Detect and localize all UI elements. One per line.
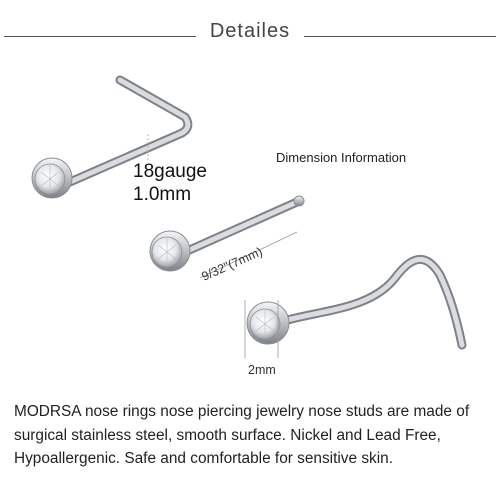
- dimension-info-label: Dimension Information: [276, 150, 407, 165]
- gauge-value: 18gauge: [133, 161, 207, 182]
- diameter-label: 2mm: [248, 363, 276, 377]
- bone-end: [294, 196, 304, 206]
- page-title: Detailes: [209, 20, 291, 42]
- length-label: 9/32"(7mm): [199, 244, 265, 284]
- product-description: MODRSA nose rings nose piercing jewelry nose studs are made of surgical stainless steel, smooth surface. Nickel and Lead Free, Hypoallergenic. Safe and comfortable for sensitive skin.: [14, 403, 470, 467]
- screw-nose-stud: [245, 259, 462, 358]
- thickness-value: 1.0mm: [133, 184, 192, 205]
- gauge-label: [133, 160, 207, 206]
